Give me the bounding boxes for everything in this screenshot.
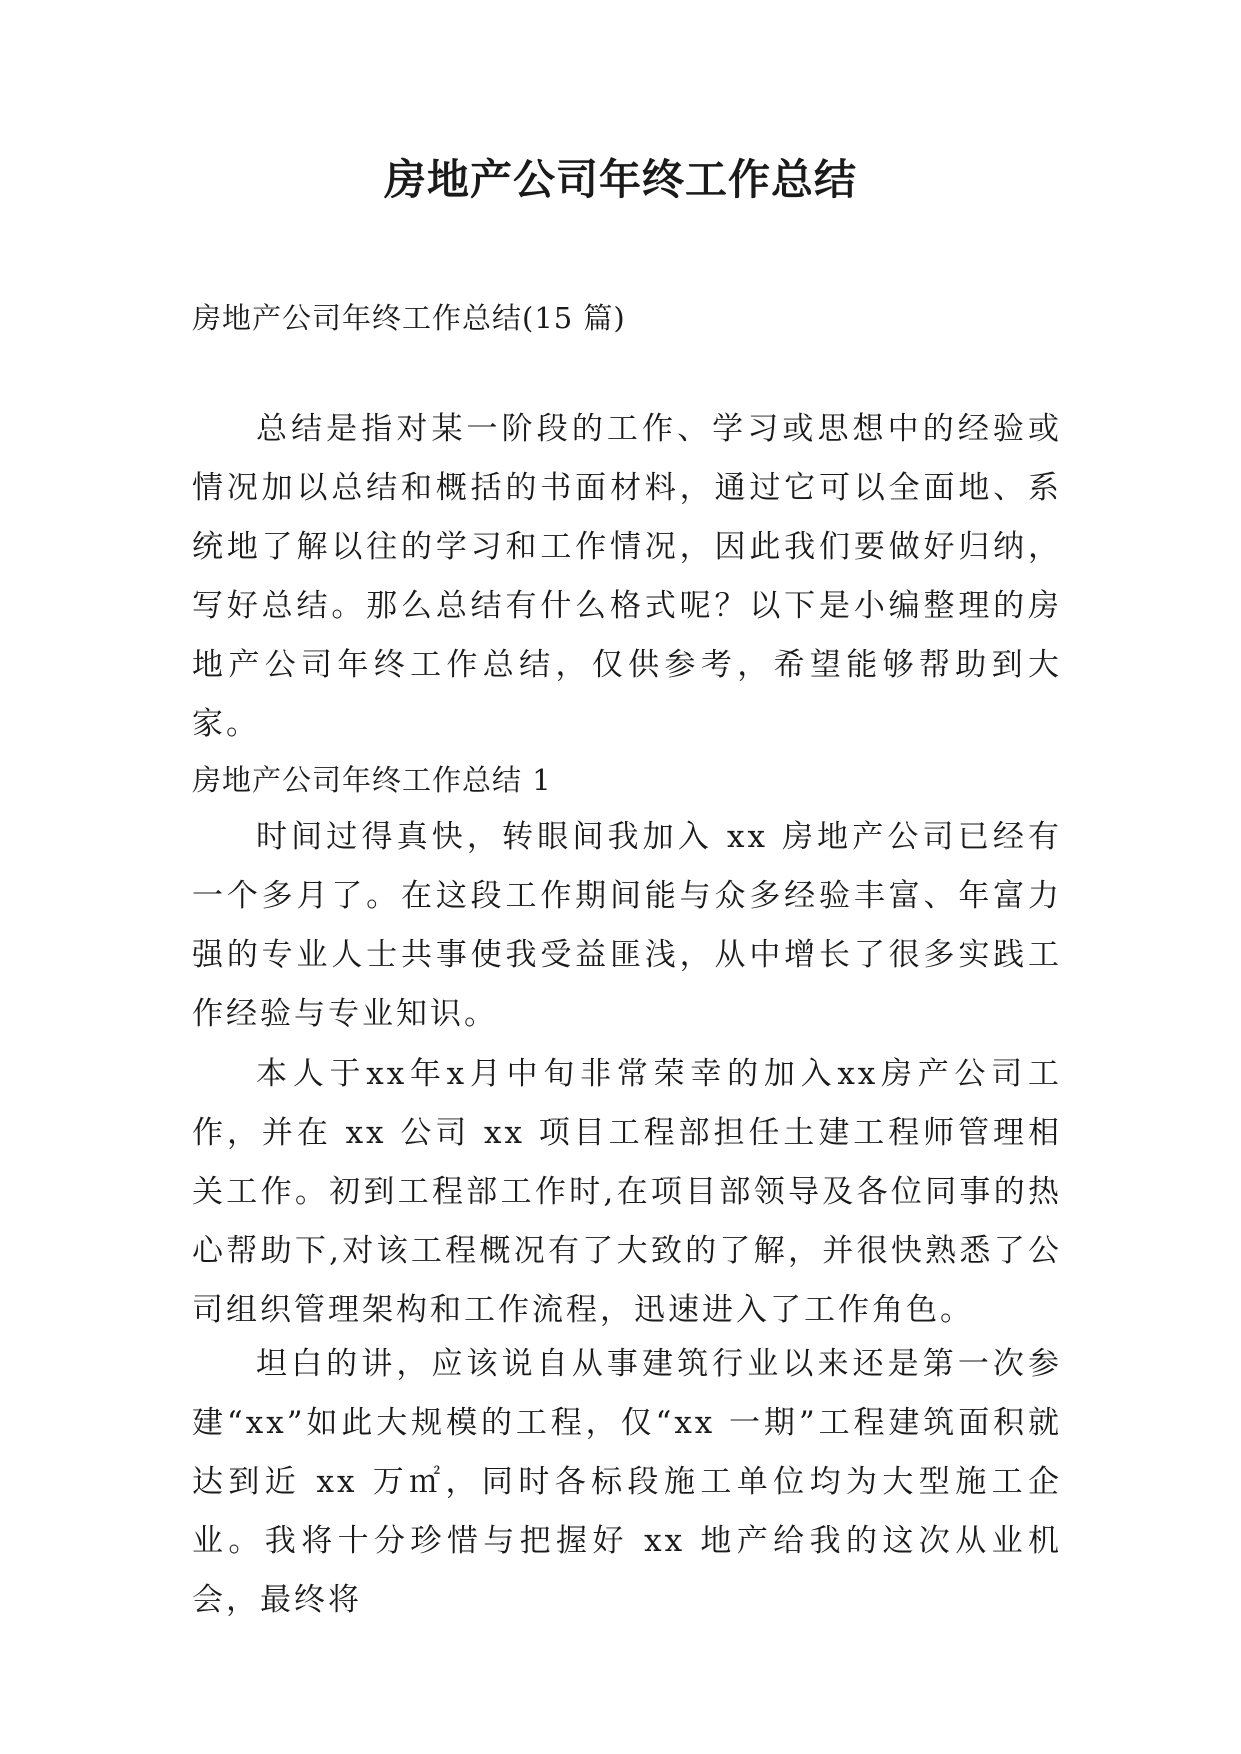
document-title: 房地产公司年终工作总结 [383,155,857,204]
intro-paragraph: 总结是指对某一阶段的工作、学习或思想中的经验或情况加以总结和概括的书面材料，通过它可以全面地、系统地了解以往的学习和工作情况，因此我们要做好归纳，写好总结。那么总结有什么格式呢？以下是小编整理的房地产公司年终工作总结，仅供参考，希望能够帮助到大家。 [192,411,1062,742]
body-paragraph: 本人于xx年x月中旬非常荣幸的加入xx房产公司工作，并在 xx 公司 xx 项目工程部担任土建工程师管理相关工作。初到工程部工作时,在项目部领导及各位同事的热心帮助下,对该工程概况有了大致的了解，并很快熟悉了公司组织管理架构和工作流程，迅速进入了工作角色。 [192,1056,1062,1328]
body-paragraph: 坦白的讲，应该说自从事建筑行业以来还是第一次参建“xx”如此大规模的工程，仅“xx 一期”工程建筑面积就达到近 xx 万㎡，同时各标段施工单位均为大型施工企业。我将十分珍惜与把握好 xx 地产给我的这次从业机会，最终将 [192,1346,1062,1618]
document-subtitle: 房地产公司年终工作总结(15 篇) [192,301,626,335]
body-paragraph: 时间过得真快，转眼间我加入 xx 房地产公司已经有一个多月了。在这段工作期间能与众多经验丰富、年富力强的专业人士共事使我受益匪浅，从中增长了很多实践工作经验与专业知识。 [192,819,1062,1032]
section-heading: 房地产公司年终工作总结 1 [192,763,552,797]
